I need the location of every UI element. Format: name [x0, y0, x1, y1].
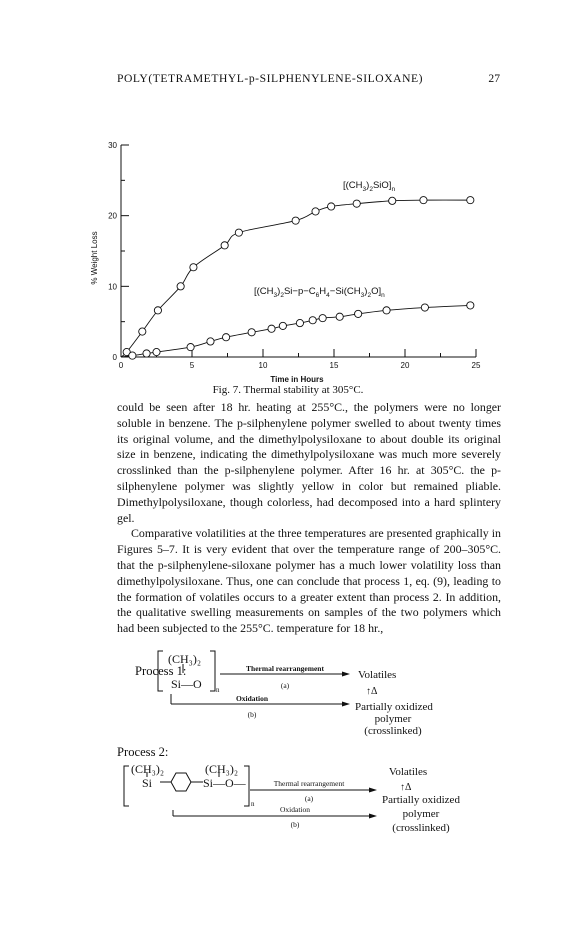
- x-tick-label: 0: [118, 361, 124, 370]
- p2-group-right: (CH₃)₂: [205, 762, 239, 776]
- p1-group: (CH₃)₂: [168, 652, 202, 666]
- y-tick-label: 10: [108, 282, 117, 292]
- x-tick-label: 5: [189, 361, 195, 370]
- p1-product-line3: (crosslinked): [364, 725, 422, 737]
- p2-product-line2: polymer: [402, 808, 440, 820]
- p2-product-line3: (crosslinked): [392, 822, 450, 834]
- x-tick-label: 20: [400, 361, 410, 370]
- p1-volatiles: Volatiles: [358, 669, 397, 681]
- p1-arrow-a-label: Thermal rearrangement: [246, 664, 324, 673]
- p1-arrow-a-sub: (a): [280, 681, 290, 690]
- p2-arrow-a-label: Thermal rearrangement: [273, 779, 345, 788]
- p1-subscript: n: [216, 686, 220, 694]
- series1-label: $[(CH_3)_2SiO]_n$: [343, 180, 396, 193]
- p1-arrow-b-label: Oxidation: [235, 694, 269, 703]
- p2-product-line1: Partially oxidized: [382, 794, 460, 806]
- y-tick-label: 0: [112, 353, 117, 362]
- p2-tail: Si—O—: [203, 776, 246, 790]
- x-tick-label: 25: [471, 361, 481, 370]
- x-tick-label: 10: [258, 361, 268, 370]
- process2-label: Process 2:: [117, 745, 169, 759]
- p2-arrow-b-sub: (b): [290, 820, 300, 829]
- p2-heat: ↑Δ: [400, 782, 412, 793]
- running-head: POLY(TETRAMETHYL-p-SILPHENYLENE-SILOXANE): [117, 72, 424, 85]
- p2-arrow-b-label: Oxidation: [280, 805, 310, 814]
- y-tick-label: 30: [108, 141, 117, 150]
- p1-heat: ↑Δ: [366, 686, 378, 697]
- x-axis-label: Time in Hours: [270, 375, 324, 384]
- series2-label: $[(CH_3)_2Si-p-C_6H_4-Si(CH_3)_2O]_n$: [254, 286, 385, 299]
- x-tick-label: 15: [329, 361, 339, 370]
- y-tick-label: 20: [108, 211, 117, 221]
- process1-label: Process 1:: [135, 664, 187, 678]
- p1-product-line2: polymer: [374, 713, 412, 725]
- p1-backbone: Si—O: [171, 677, 202, 691]
- paragraph-2: Comparative volatilities at the three temperatures are presented graphically in Figures 5–7. It is very evident that over the temperature range of 200–305°C. that the p-silphenylene-siloxane polymer has a much lower volatility loss than dimethylpolysiloxane. Thus, one can conclude that process 1, eq. (9), leading to the formation of volatiles occurs to a greater extent than process 2. In addition, the qualitative swelling measurements on samples of the two polymers which had been subjected to the 255°C. temperature for 18 hr.,: [117, 526, 501, 636]
- figure-caption: Fig. 7. Thermal stability at 305°C.: [212, 384, 364, 396]
- y-axis-label: % Weight Loss: [90, 231, 99, 285]
- benzene-ring-icon: [171, 773, 191, 791]
- paragraph-1: could be seen after 18 hr. heating at 255°C., the polymers were no longer soluble in benzene. The p-silphenylene polymer swelled to about twenty times its original volume, and the dimethylpolysiloxane to about double its original size in benzene, indicating the dimethylpolysiloxane was much more severely crosslinked than the p-silphenylene polymer. After 16 hr. at 305°C. the p-silphenylene polymer was slightly yellow in color but remained pliable. Dimethylpolysiloxane, though colorless, had decomposed into a hard splintery gel.: [117, 400, 501, 525]
- p1-product-line1: Partially oxidized: [355, 701, 433, 713]
- p2-arrow-a-sub: (a): [304, 794, 314, 803]
- p2-subscript: n: [251, 800, 255, 808]
- p2-group-left: (CH₃)₂: [131, 762, 165, 776]
- p2-si-left: Si: [142, 776, 153, 790]
- p2-volatiles: Volatiles: [388, 766, 428, 778]
- p1-arrow-b-sub: (b): [247, 710, 257, 719]
- page-number: 27: [488, 72, 500, 85]
